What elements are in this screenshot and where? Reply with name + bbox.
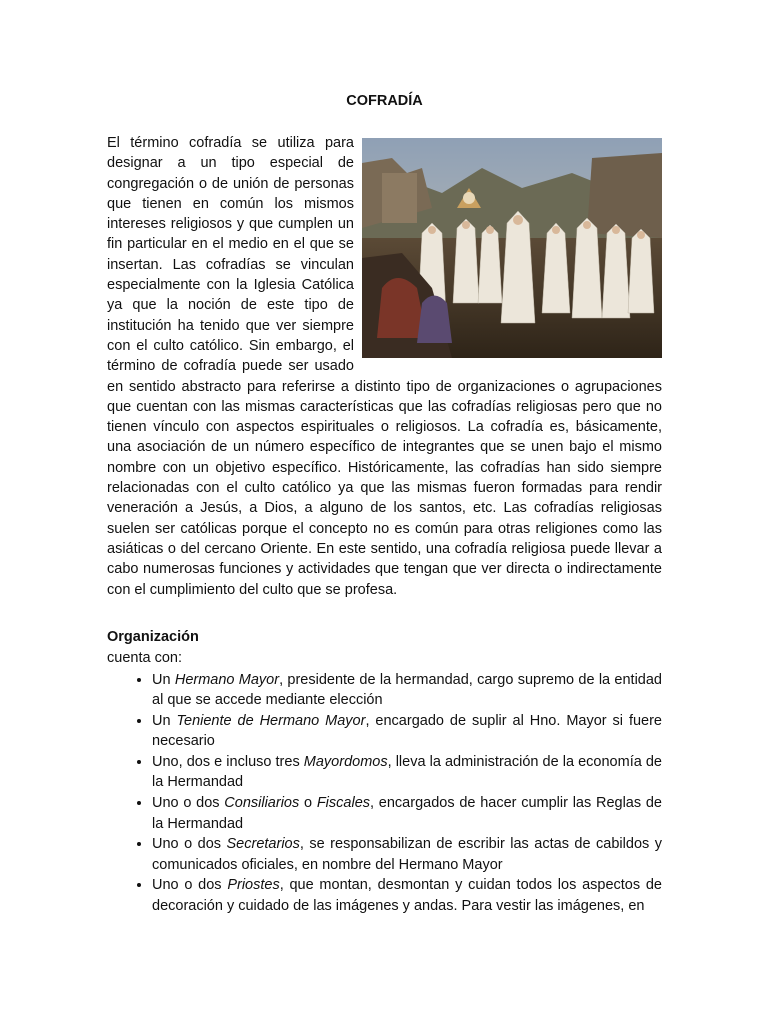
list-item: • Uno o dos Priostes, que montan, desmontan y cuidan todos los aspectos de decoración y cuidado de las imágenes y andas. Para vestir las imágenes, en: [152, 875, 662, 916]
intro-paragraph-block: [107, 133, 662, 600]
procession-painting-image: [362, 138, 662, 358]
intro-paragraph: El término cofradía se utiliza para designar a un tipo especial de congregación o de unión de personas que tienen en común los mismos intereses religiosos y que cumplen un fin particular en el medio en el que se insertan. Las cofradías se vinculan especialmente con la Iglesia Católica ya que la noción de este tipo de institución ha tenido que ver siempre con el culto católico. Sin embargo, el término de cofradía puede ser usado en sentido abstracto para referirse a distinto tipo de organizaciones o agrupaciones que cuentan con las mismas características que las cofradías religiosas pero que no tienen vínculo con aspectos espirituales o religiosos. La cofradía es, básicamente, una asociación de un número específico de integrantes que se unen bajo el mismo nombre con un objetivo específico. Históricamente, las cofradías han sido siempre relacionadas con el culto católico ya que las mismas fueron formadas para rendir veneración a Jesús, a Dios, a alguno de los santos, etc. Las cofradías religiosas suelen ser católicas porque el concepto no es común para otras religiones como las asiáticas o del cercano Oriente. En este sentido, una cofradía religiosa puede llevar a cabo numerosas funciones y actividades que tengan que ver directa o indirectamente con el cumplimiento del culto que se profesa.: [107, 135, 662, 598]
list-item: • Uno o dos Consiliarios o Fiscales, encargados de hacer cumplir las Reglas de la Hermandad: [152, 793, 662, 834]
section-heading-organizacion: Organización: [107, 629, 199, 645]
document-title: COFRADÍA: [346, 93, 423, 109]
procession-painting: [362, 138, 662, 358]
list-item: • Uno o dos Secretarios, se responsabilizan de escribir las actas de cabildos y comunicados oficiales, en nombre del Hermano Mayor: [152, 834, 662, 875]
list-item: • Un Teniente de Hermano Mayor, encargado de suplir al Hno. Mayor si fuere necesario: [152, 711, 662, 752]
list-item: • Uno, dos e incluso tres Mayordomos, lleva la administración de la economía de la Hermandad: [152, 752, 662, 793]
roles-list: [107, 670, 662, 917]
list-item: • Un Hermano Mayor, presidente de la hermandad, cargo supremo de la entidad al que se accede mediante elección: [152, 670, 662, 711]
section-intro: cuenta con:: [107, 650, 182, 666]
